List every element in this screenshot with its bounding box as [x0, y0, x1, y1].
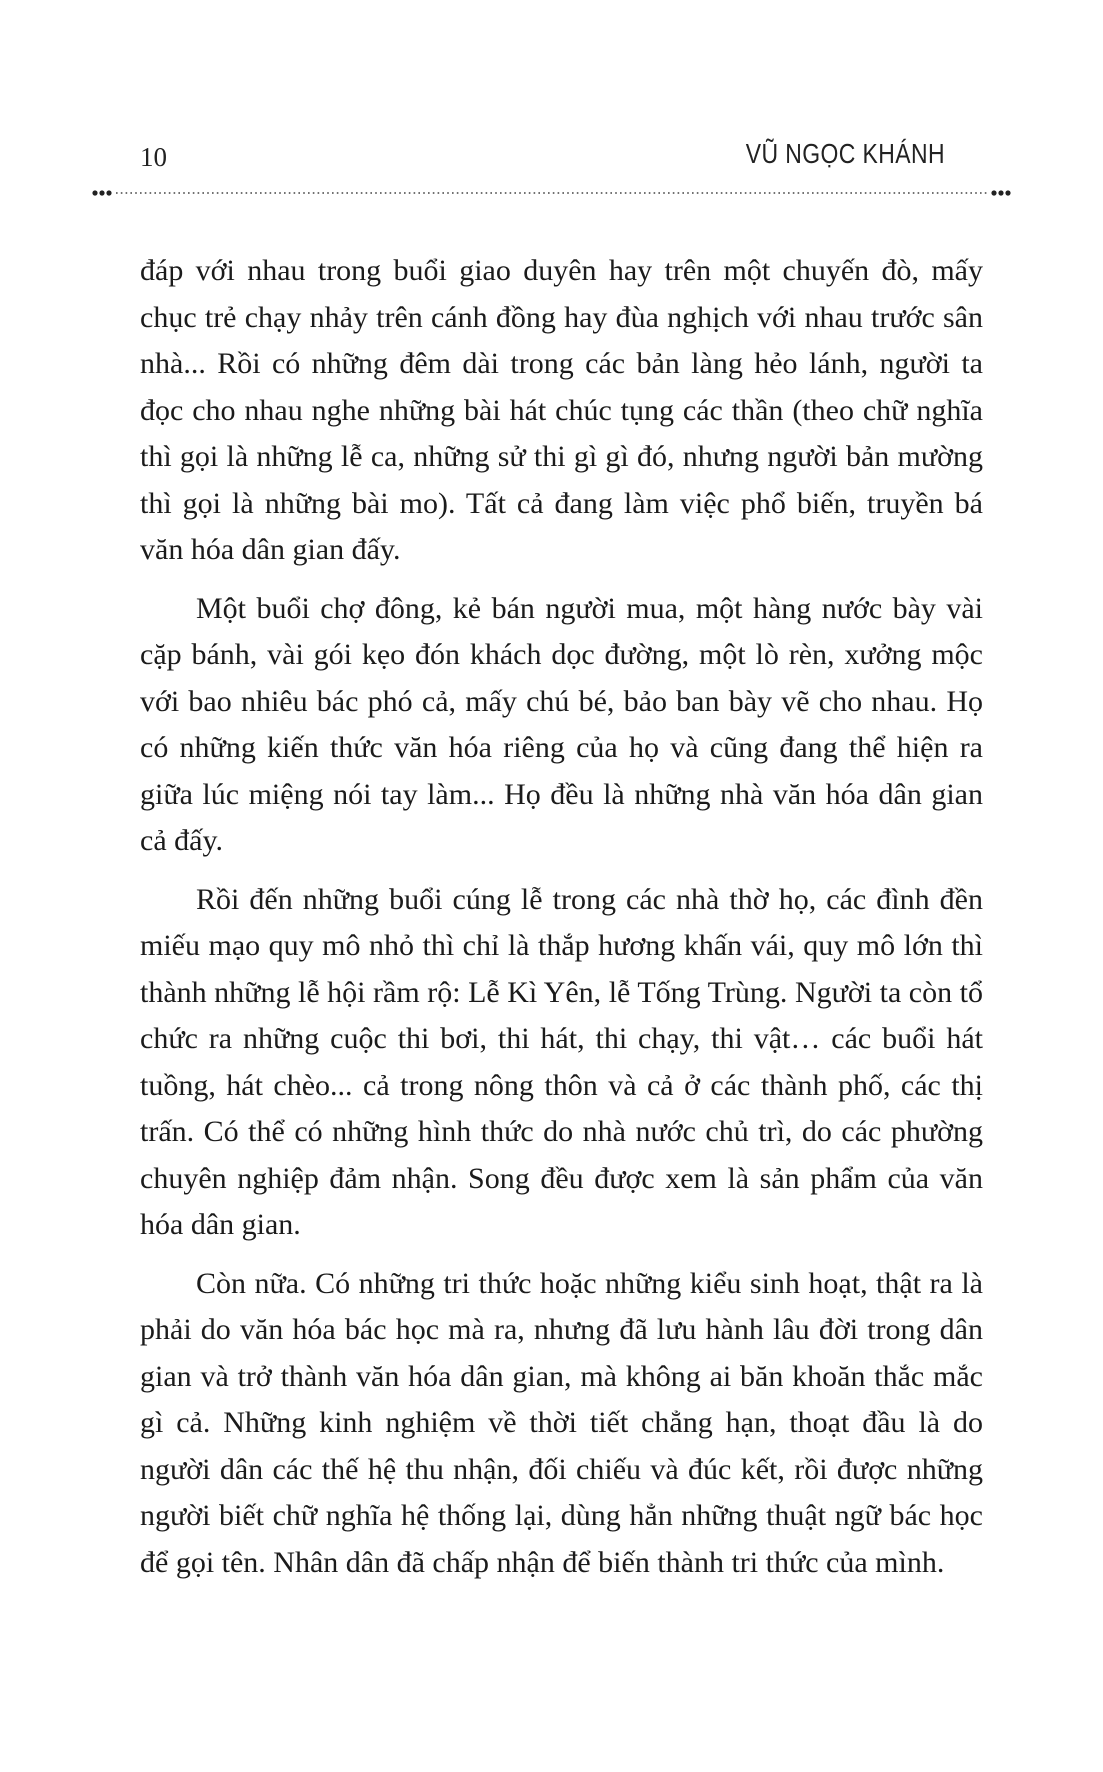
running-head-author: VŨ NGỌC KHÁNH	[745, 138, 945, 169]
body-text	[140, 248, 983, 1598]
paragraph: Một buổi chợ đông, kẻ bán người mua, một hàng nước bày vài cặp bánh, vài gói kẹo đón khách dọc đường, một lò rèn, xưởng mộc với bao nhiêu bác phó cả, mấy chú bé, bảo ban bày vẽ cho nhau. Họ có những kiến thức văn hóa riêng của họ và cũng đang thể hiện ra giữa lúc miệng nói tay làm... Họ đều là những nhà văn hóa dân gian cả đấy.	[140, 591, 983, 857]
header-dotted-rule	[92, 189, 1011, 197]
page-number: 10	[140, 142, 167, 172]
page-header	[92, 128, 1011, 178]
paragraph: Rồi đến những buổi cúng lễ trong các nhà thờ họ, các đình đền miếu mạo quy mô nhỏ thì chỉ là thắp hương khấn vái, quy mô lớn thì thành những lễ hội rầm rộ: Lễ Kì Yên, lễ Tống Trùng. Người ta còn tổ chức ra những cuộc thi bơi, thi hát, thi chạy, thi vật… các buổi hát tuồng, hát chèo... cả trong nông thôn và cả ở các thành phố, các thị trấn. Có thể có những hình thức do nhà nước chủ trì, do các phường chuyên nghiệp đảm nhận. Song đều được xem là sản phẩm của văn hóa dân gian.	[140, 882, 983, 1241]
paragraph: đáp với nhau trong buổi giao duyên hay trên một chuyến đò, mấy chục trẻ chạy nhảy trên cánh đồng hay đùa nghịch với nhau trước sân nhà... Rồi có những đêm dài trong các bản làng hẻo lánh, người ta đọc cho nhau nghe những bài hát chúc tụng các thần (theo chữ nghĩa thì gọi là những lễ ca, những sử thi gì gì đó, nhưng người bản mường thì gọi là những bài mo). Tất cả đang làm việc phổ biến, truyền bá văn hóa dân gian đấy.	[140, 254, 983, 566]
paragraph: Còn nữa. Có những tri thức hoặc những kiểu sinh hoạt, thật ra là phải do văn hóa bác học mà ra, nhưng đã lưu hành lâu đời trong dân gian và trở thành văn hóa dân gian, mà không ai băn khoăn thắc mắc gì cả. Những kinh nghiệm về thời tiết chẳng hạn, thoạt đầu là do người dân các thế hệ thu nhận, đối chiếu và đúc kết, rồi được những người biết chữ nghĩa hệ thống lại, dùng hẳn những thuật ngữ bác học để gọi tên. Nhân dân đã chấp nhận để biến thành tri thức của mình.	[140, 1266, 983, 1579]
